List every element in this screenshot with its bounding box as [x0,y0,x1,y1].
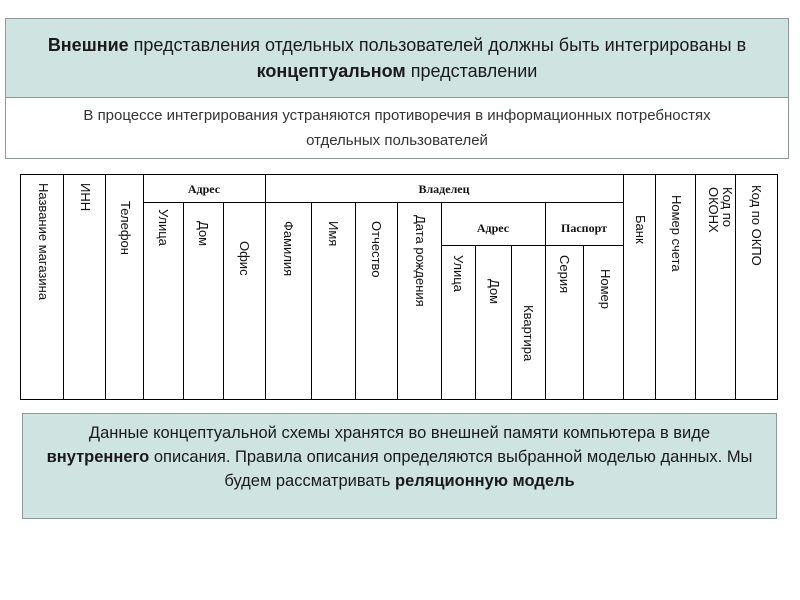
header-address: Адрес [187,182,221,196]
divider [63,175,64,399]
title-text-end: представлении [405,61,538,81]
title-box [5,18,789,98]
col-owner-street: Улица [451,255,466,292]
subtitle-box [5,97,789,159]
divider [355,202,356,399]
slide-title [6,32,788,84]
col-store-name: Название магазина [36,183,51,301]
title-bold-word-2: концептуальном [256,61,406,81]
title-bold-word: Внешние [47,35,129,55]
col-owner-apartment: Квартира [521,305,536,362]
divider [441,245,623,246]
title-text: представления отдельных пользователей должны быть интегрированы в [128,35,747,55]
divider [735,175,736,399]
conceptual-schema-table [20,174,778,400]
footer-line-2 [31,445,768,493]
footer-note-box [22,413,777,519]
divider [655,175,656,399]
divider [623,175,624,399]
col-account-number: Номер счета [669,195,684,272]
col-owner-house: Дом [487,279,502,305]
divider [143,175,144,399]
header-passport: Паспорт [561,221,607,235]
divider [397,202,398,399]
divider [511,245,512,399]
divider [441,202,442,399]
header-owner-address: Адрес [476,221,510,235]
footer-bold-relational: реляционную модель [394,472,575,490]
divider [583,245,584,399]
col-surname: Фамилия [281,221,296,277]
header-owner: Владелец [418,182,470,196]
col-patronymic: Отчество [369,221,384,278]
col-office: Офис [237,241,252,276]
divider [105,175,106,399]
divider [223,202,224,399]
divider [475,245,476,399]
divider [183,202,184,399]
col-birth-date: Дата рождения [413,215,428,307]
col-okpo: Код по ОКПО [749,185,764,266]
col-passport-series: Серия [557,255,572,294]
col-passport-number: Номер [598,269,613,310]
col-bank: Банк [633,215,648,244]
footer-text: описания. Правила описания определяются выбранной моделью данных. Мы будем рассматривать [149,448,753,490]
divider [265,175,266,399]
footer-bold-internal: внутреннего [46,448,150,466]
footer-line-1: Данные концептуальной схемы хранятся во внешней памяти компьютера в виде [88,424,711,442]
col-okonh: Код по ОКОНХ [706,187,735,233]
col-name: Имя [326,221,341,247]
divider [545,202,546,399]
divider [695,175,696,399]
col-street: Улица [156,209,171,246]
subtitle-text: В процессе интегрирования устраняются противоречия в информационных потребностях отдельных пользователей [83,107,711,149]
col-phone: Телефон [118,201,133,255]
divider [311,202,312,399]
col-inn: ИНН [78,183,93,212]
col-house: Дом [196,221,211,247]
divider [143,202,623,203]
